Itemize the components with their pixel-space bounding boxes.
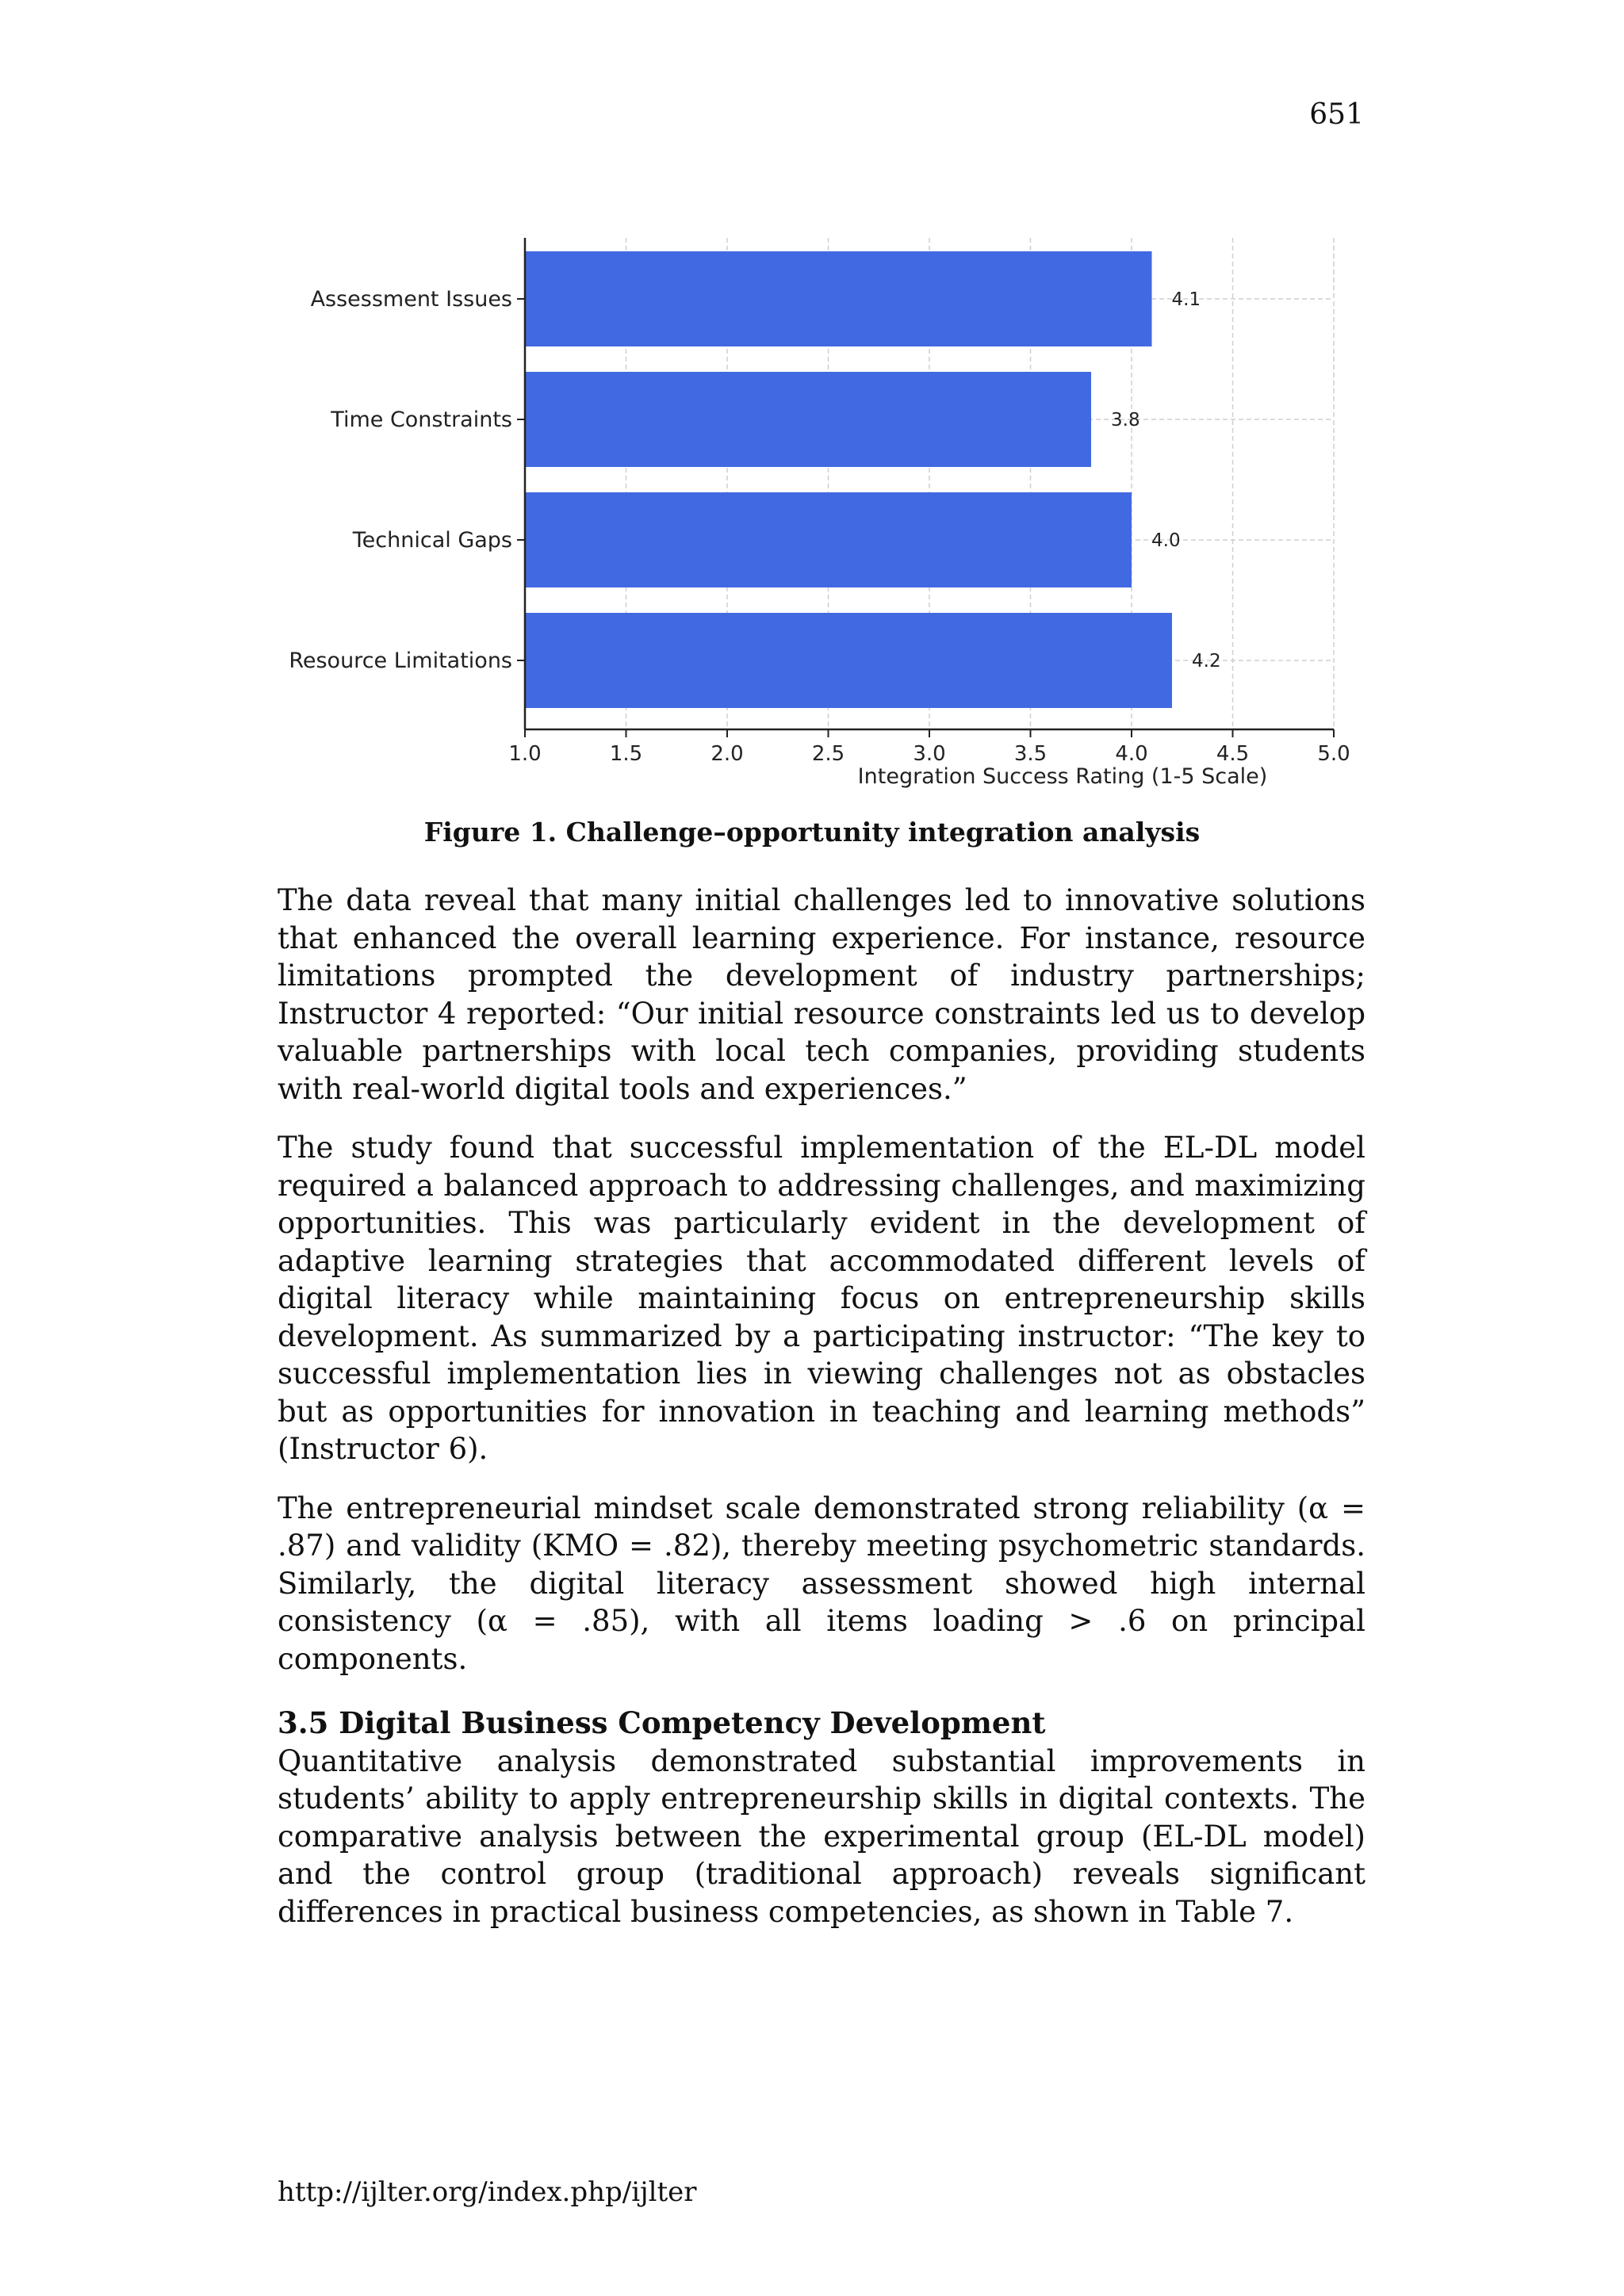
section-paragraph: Quantitative analysis demonstrated substantial improvements in students’ ability to apply entrepreneurship skills in digital contexts. The comparative analysis between the experimental group (EL-DL model) and the control group (traditional approach) reveals significant differences in practical business competencies, as shown in Table 7. — [278, 1743, 1365, 1929]
x-tick-label: 4.5 — [1216, 742, 1250, 766]
y-tick-label: Assessment Issues — [310, 287, 512, 312]
y-tick-label: Time Constraints — [331, 408, 512, 432]
body-text — [278, 882, 1365, 1952]
x-tick-label: 3.0 — [913, 742, 946, 766]
x-tick-label: 3.5 — [1013, 742, 1048, 766]
x-tick-label: 1.5 — [609, 742, 643, 766]
paragraph-2: The study found that successful implementation of the EL-DL model required a balanced approach to addressing challenges, and maximizing opportunities. This was particularly evident in the development of adaptive learning strategies that accommodated different levels of digital literacy while maintaining focus on entrepreneurship skills development. As summarized by a participating instructor: “The key to successful implementation lies in viewing challenges not as obstacles but as opportunities for innovation in teaching and learning methods” (Instructor 6). — [278, 1131, 1365, 1466]
x-tick-label: 1.0 — [508, 742, 542, 766]
bar — [525, 251, 1152, 346]
data-label: 4.0 — [1151, 530, 1181, 551]
bar — [525, 492, 1132, 587]
section-heading: 3.5 Digital Business Competency Development — [278, 1705, 1046, 1740]
data-label: 4.1 — [1171, 289, 1201, 310]
paragraph-1: The data reveal that many initial challenges led to innovative solutions that enhanced the overall learning experience. For instance, resource limitations prompted the development of industry partnerships; Instructor 4 reported: “Our initial resource constraints led us to develop valuable partnerships with local tech companies, providing students with real-world digital tools and experiences.” — [278, 883, 1365, 1106]
y-tick-label: Resource Limitations — [289, 649, 512, 673]
bars — [525, 251, 1221, 708]
data-label: 3.8 — [1111, 410, 1140, 430]
data-label: 4.2 — [1192, 651, 1221, 672]
x-axis-title: Integration Success Rating (1-5 Scale) — [857, 764, 1268, 789]
bar-chart — [270, 218, 1364, 805]
footer-url: http://ijlter.org/index.php/ijlter — [278, 2176, 697, 2208]
bar — [525, 372, 1091, 467]
figure-caption: Figure 1. Challenge–opportunity integration analysis — [423, 817, 1201, 848]
x-tick-label: 2.0 — [710, 742, 744, 766]
page-number: 651 — [1309, 98, 1364, 131]
bar — [525, 613, 1172, 708]
x-tick-label: 4.0 — [1115, 742, 1148, 766]
x-tick-label: 5.0 — [1317, 742, 1350, 766]
paragraph-3: The entrepreneurial mindset scale demonstrated strong reliability (α = .87) and validity (KMO = .82), thereby meeting psychometric standards. Similarly, the digital literacy assessment showed high internal consistency (α = .85), with all items loading > .6 on principal components. — [278, 1490, 1365, 1676]
x-tick-label: 2.5 — [811, 742, 845, 766]
y-tick-label: Technical Gaps — [352, 528, 512, 553]
